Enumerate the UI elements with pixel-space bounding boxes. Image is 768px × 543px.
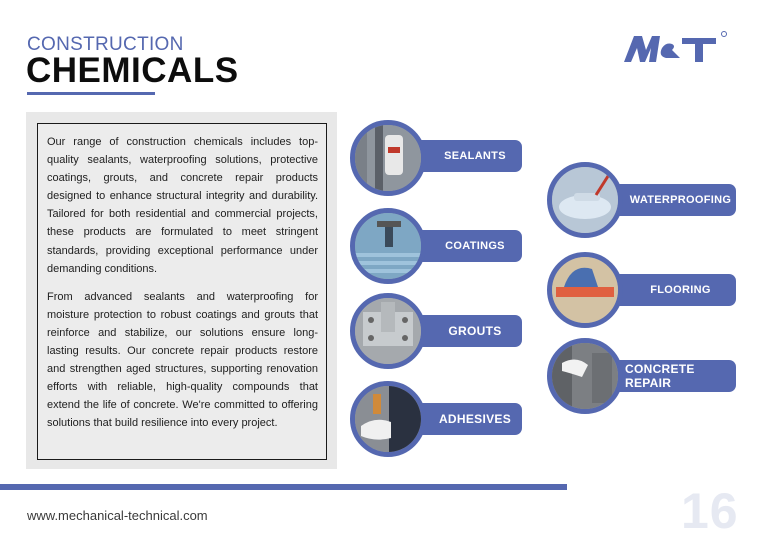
category-flooring <box>547 274 736 306</box>
coatings-label: COATINGS <box>390 230 522 262</box>
category-coatings <box>350 230 522 262</box>
category-adhesives <box>350 403 522 435</box>
waterproofing-image <box>547 162 623 238</box>
company-logo <box>620 28 732 70</box>
page-subtitle: CONSTRUCTION <box>27 34 184 55</box>
page-number: 16 <box>681 483 739 539</box>
page-title: CHEMICALS <box>26 51 239 90</box>
grouts-label: GROUTS <box>390 315 522 347</box>
category-concrete-repair <box>547 360 736 392</box>
title-underline <box>27 92 155 95</box>
website-link[interactable]: www.mechanical-technical.com <box>27 508 208 523</box>
grouts-image <box>350 293 426 369</box>
footer-bar <box>0 484 567 490</box>
description-paragraph-1: Our range of construction chemicals includes top-quality sealants, waterproofing solutions, protective coatings, grouts, and concrete repair products designed to enhance structural integrity and durability. Tailored for both residential and commercial projects, these products are formulated to meet stringent standards, providing exceptional performance under demanding conditions. <box>47 136 318 275</box>
coatings-image <box>350 208 426 284</box>
category-sealants <box>350 140 522 172</box>
concrete-repair-label: CONCRETE REPAIR <box>587 360 736 392</box>
adhesives-label: ADHESIVES <box>390 403 522 435</box>
sealants-image <box>350 120 426 196</box>
sealants-label: SEALANTS <box>390 140 522 172</box>
description-paragraph-2: From advanced sealants and waterproofing for moisture protection to robust coatings and grouts that reinforce and stabilize, our solutions ensure long-lasting results. Our concrete repair products restore and strengthen aged structures, supporting renovation efforts with reliable, high-quality compounds that extend the life of concrete. We're committed to offering solutions that build resilience into every project. <box>47 290 318 430</box>
concrete-repair-image <box>547 338 623 414</box>
adhesives-image <box>350 381 426 457</box>
description-box <box>37 123 327 460</box>
flooring-image <box>547 252 623 328</box>
waterproofing-label: WATERPROOFING <box>587 184 736 216</box>
category-waterproofing <box>547 184 736 216</box>
category-grouts <box>350 315 522 347</box>
flooring-label: FLOORING <box>587 274 736 306</box>
